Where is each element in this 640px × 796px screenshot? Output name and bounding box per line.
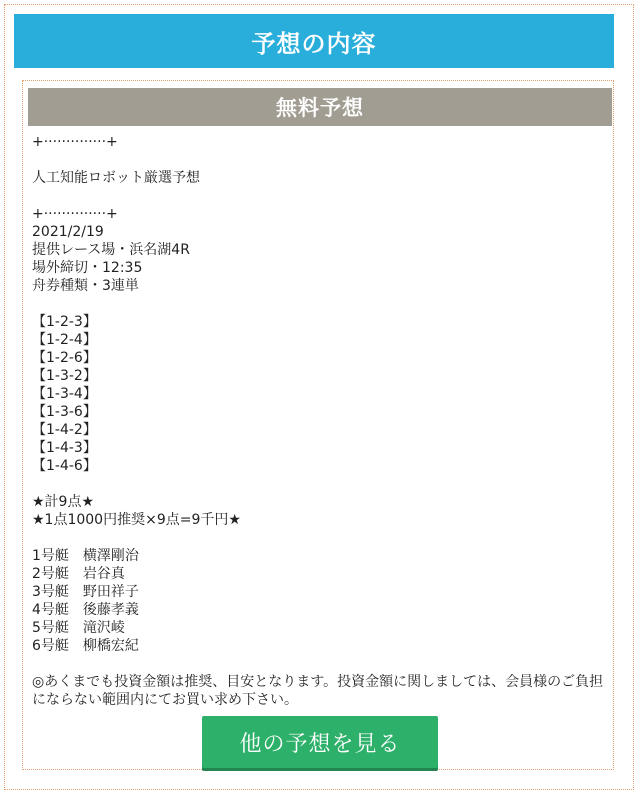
content-line: 提供レース場・浜名湖4R — [32, 242, 190, 258]
content-line: ★計9点★ — [32, 494, 95, 510]
content-line: 【1-2-4】 — [32, 332, 97, 348]
content-line: 【1-3-2】 — [32, 368, 97, 384]
content-line: 場外締切・12:35 — [32, 260, 143, 276]
page-title: 予想の内容 — [14, 14, 614, 68]
content-line: 【1-3-4】 — [32, 386, 97, 402]
content-line: 2号艇 岩谷真 — [32, 566, 125, 582]
content-line: 【1-2-6】 — [32, 350, 97, 366]
content-line: 5号艇 滝沢崚 — [32, 620, 125, 636]
content-line — [32, 187, 610, 205]
content-line — [32, 529, 610, 547]
other-predictions-button[interactable]: 他の予想を見る — [202, 716, 438, 768]
content-line — [32, 151, 610, 169]
content-line: +··············+ — [32, 134, 118, 150]
content-line: +··············+ — [32, 206, 118, 222]
content-line: ★1点1000円推奨×9点=9千円★ — [32, 512, 241, 528]
content-line: 【1-4-3】 — [32, 440, 97, 456]
content-line: 2021/2/19 — [32, 224, 104, 240]
content-line: 4号艇 後藤孝義 — [32, 602, 139, 618]
content-line: 【1-3-6】 — [32, 404, 97, 420]
content-line: 6号艇 柳橋宏紀 — [32, 638, 139, 654]
content-line — [32, 475, 610, 493]
content-line — [32, 655, 610, 673]
content-line: 人工知能ロボット厳選予想 — [32, 170, 200, 186]
content-line — [32, 295, 610, 313]
content-line: 【1-2-3】 — [32, 314, 97, 330]
investment-note: ◎あくまでも投資金額は推奨、目安となります。投資金額に関しましては、会員様のご負担にならない範囲内にてお買い求め下さい。 — [32, 674, 604, 708]
content-line: 【1-4-6】 — [32, 458, 97, 474]
content-line: 1号艇 横澤剛治 — [32, 548, 139, 564]
content-line: 舟券種類・3連単 — [32, 278, 139, 294]
content-line: 【1-4-2】 — [32, 422, 97, 438]
content-line: 3号艇 野田祥子 — [32, 584, 139, 600]
section-title: 無料予想 — [28, 88, 612, 126]
prediction-content — [32, 133, 610, 709]
